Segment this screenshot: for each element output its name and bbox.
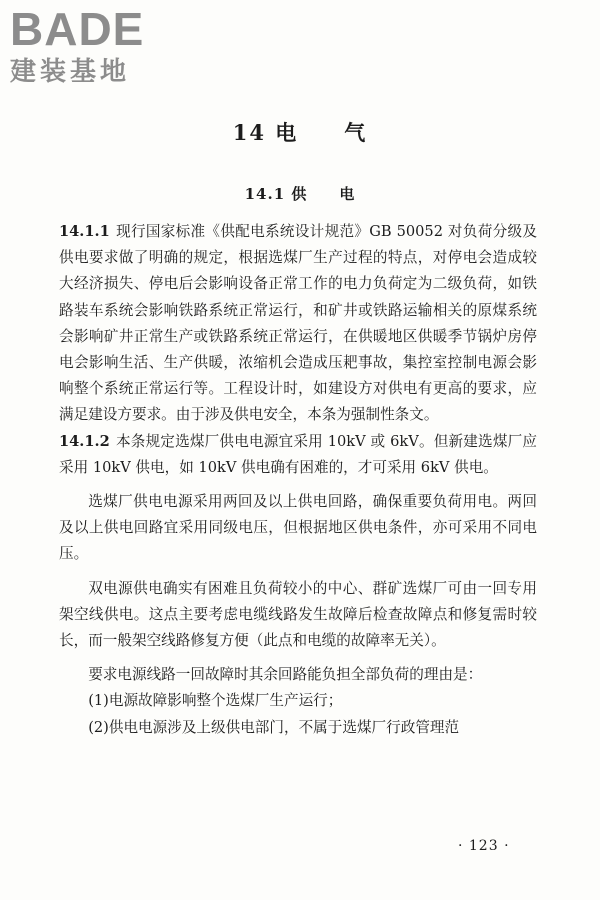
clause-14-1-1 — [59, 219, 537, 429]
clause-number: 14.1.2 — [59, 432, 110, 450]
page-number: · 123 · — [458, 838, 510, 854]
list-item: (1)电源故障影响整个选煤厂生产运行； — [88, 692, 343, 710]
clause-text: 现行国家标准《供配电系统设计规范》GB 50052 对负荷分级及供电要求做了明确的规定，根据选煤厂生产过程的特点，对停电会造成较大经济损失、停电后会影响设备正常工作的电力负荷定为二级负荷，如铁路装车系统会影响铁路系统正常运行，和矿井或铁路运输相关的原煤系统会影响矿井正常生产或铁路系统正常运行，在供暖地区供暖季节锅炉房停电会影响生活、生产供暖，浓缩机会造成压耙事故，集控室控制电源会影响整个系统正常运行等。工程设计时，如建设方对供电有更高的要求，应满足建设方要求。由于涉及供电安全，本条为强制性条文。 — [59, 223, 537, 424]
body-paragraph: 要求电源线路一回故障时其余回路能负担全部负荷的理由是： — [88, 666, 483, 684]
section-title: 14.1 供 电 — [244, 185, 356, 203]
chapter-title: 14 电 气 — [232, 120, 368, 145]
document-body — [59, 219, 537, 741]
logo-brand: BADE — [10, 3, 145, 55]
clause-text: 本条规定选煤厂供电电源宜采用 10kV 或 6kV。但新建选煤厂应采用 10kV 供电，如 10kV 供电确有困难的，才可采用 6kV 供电。 — [59, 432, 537, 476]
publisher-logo — [10, 4, 180, 90]
clause-14-1-2 — [59, 429, 537, 481]
clause-number: 14.1.1 — [59, 223, 110, 240]
body-paragraph: 双电源供电确实有困难且负荷较小的中心、群矿选煤厂可由一回专用架空线供电。这点主要考虑电缆线路发生故障后检查故障点和修复需时较长，而一般架空线路修复方便（此点和电缆的故障率无关）。 — [59, 579, 537, 650]
body-paragraph: 选煤厂供电电源采用两回及以上供电回路，确保重要负荷用电。两回及以上供电回路宜采用同级电压，但根据地区供电条件，亦可采用不同电压。 — [59, 493, 537, 563]
list-item: (2)供电电源涉及上级供电部门，不属于选煤厂行政管理范 — [88, 718, 460, 736]
logo-subtitle: 建装基地 — [10, 57, 131, 87]
